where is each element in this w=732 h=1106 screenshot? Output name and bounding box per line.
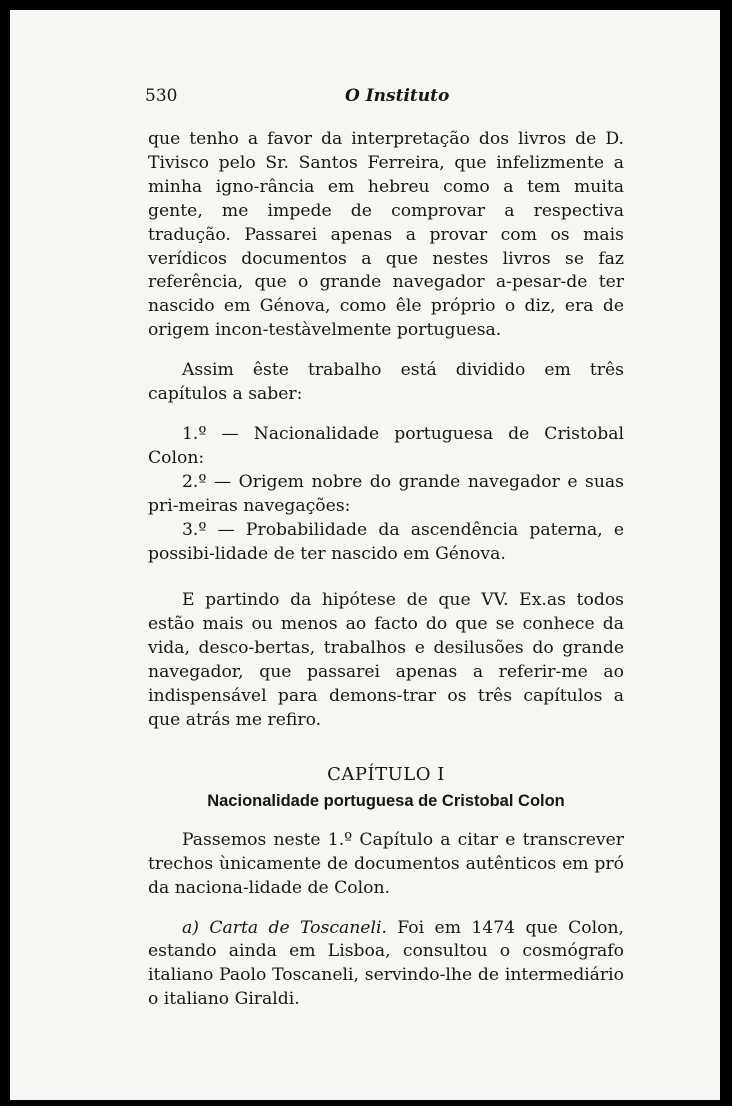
paragraph-passemos: Passemos neste 1.º Capítulo a citar e transcrever trechos ùnicamente de documentos autênticos em pró da naciona-lidade de Colon. xyxy=(148,829,624,898)
running-title: O Instituto xyxy=(345,86,450,106)
paragraph-division: Assim êste trabalho está dividido em três capítulos a saber: xyxy=(148,360,624,405)
list-item-1: 1.º — Nacionalidade portuguesa de Cristobal Colon: xyxy=(148,423,624,468)
page-body xyxy=(148,128,624,1012)
toscaneli-text: Foi em 1474 que Colon, estando ainda em Lisboa, consultou o cosmógrafo italiano Paolo Toscaneli, servindo-lhe de intermediário o italiano Giraldi. xyxy=(148,917,624,1010)
book-page xyxy=(10,10,720,1100)
page-header xyxy=(145,86,625,110)
paragraph-intro: que tenho a favor da interpretação dos livros de D. Tivisco pelo Sr. Santos Ferreira, que infelizmente a minha igno-rância em hebreu como a tem muita gente, me impede de comprovar a respectiva tradução. Passarei apenas a provar com os mais verídicos documentos a que nestes livros se faz referência, que o grande navegador a-pesar-de ter nascido em Génova, como êle próprio o diz, era de origem incon-testàvelmente portuguesa. xyxy=(148,129,624,341)
page-number: 530 xyxy=(145,86,178,106)
toscaneli-label: a) Carta de Toscaneli. xyxy=(182,917,387,938)
list-item-2: 2.º — Origem nobre do grande navegador e suas pri-meiras navegações: xyxy=(148,471,624,516)
chapter-subtitle: Nacionalidade portuguesa de Cristobal Colon xyxy=(207,791,565,810)
paragraph-hypothesis: E partindo da hipótese de que VV. Ex.as todos estão mais ou menos ao facto do que se conhece da vida, desco-bertas, trabalhos e desilusões do grande navegador, que passarei apenas a referir-me ao indispensável para demons-trar os três capítulos a que atrás me refiro. xyxy=(148,590,624,730)
paragraph-toscaneli xyxy=(148,917,624,1013)
chapter-title: CAPÍTULO I xyxy=(327,763,445,785)
list-item-3: 3.º — Probabilidade da ascendência paterna, e possibi-lidade de ter nascido em Génova. xyxy=(148,519,624,564)
